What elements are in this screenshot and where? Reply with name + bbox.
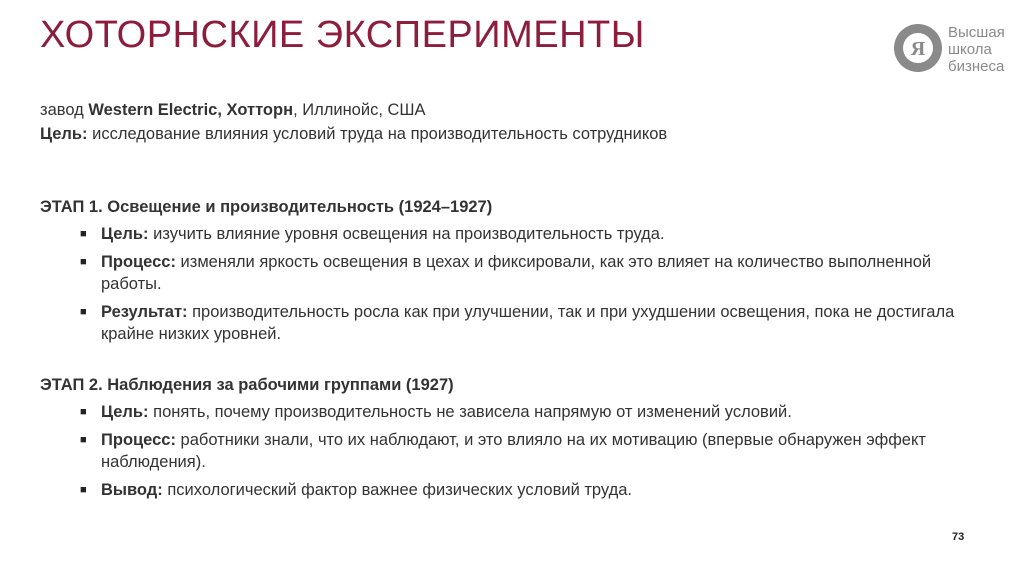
- square-bullet-icon: ■: [80, 406, 87, 418]
- list-item: ■ Результат: производительность росла как при улучшении, так и при ухудшении освещения, пока не достигала крайне низких уровней.: [80, 303, 955, 343]
- square-bullet-icon: ■: [80, 256, 87, 268]
- square-bullet-icon: ■: [80, 434, 87, 446]
- logo-line2: школа: [948, 41, 992, 58]
- stage-1-list: [40, 223, 971, 345]
- intro-line2: Цель: исследование влияния условий труда на производительность сотрудников: [40, 125, 668, 143]
- intro-goal-label: Цель:: [40, 125, 88, 143]
- stage-2-title: ЭТАП 2. Наблюдения за рабочими группами (1927): [40, 376, 454, 394]
- list-item: ■ Цель: изучить влияние уровня освещения на производительность труда.: [80, 225, 665, 243]
- list-item: ■ Цель: понять, почему производительность не зависела напрямую от изменений условий.: [80, 403, 792, 421]
- square-bullet-icon: ■: [80, 306, 87, 318]
- logo-line1: Высшая: [948, 24, 1005, 41]
- stage-2-list: [40, 401, 971, 501]
- slide-title: ХОТОРНСКИЕ ЭКСПЕРИМЕНТЫ: [40, 14, 645, 56]
- stage-2: [40, 373, 971, 507]
- list-item: ■ Вывод: психологический фактор важнее физических условий труда.: [80, 481, 633, 499]
- hse-logo: [893, 22, 1013, 76]
- hse-emblem-icon: [893, 22, 943, 74]
- stage-1-title: ЭТАП 1. Освещение и производительность (1924–1927): [40, 198, 493, 216]
- list-item: ■ Процесс: изменяли яркость освещения в цехах и фиксировали, как это влияет на количество выполненной работы.: [80, 253, 932, 293]
- list-item: ■ Процесс: работники знали, что их наблюдают, и это влияло на их мотивацию (впервые обнаружен эффект наблюдения).: [80, 431, 926, 471]
- intro-block: [40, 98, 667, 146]
- logo-line3: бизнеса: [948, 58, 1005, 75]
- intro-company: Western Electric, Хотторн: [88, 101, 294, 119]
- square-bullet-icon: ■: [80, 484, 87, 496]
- intro-line1: завод Western Electric, Хотторн, Иллинойс, США: [40, 101, 426, 119]
- square-bullet-icon: ■: [80, 228, 87, 240]
- page-number: 73: [952, 531, 965, 543]
- svg-text:Я: Я: [910, 38, 926, 60]
- stage-1: [40, 195, 971, 351]
